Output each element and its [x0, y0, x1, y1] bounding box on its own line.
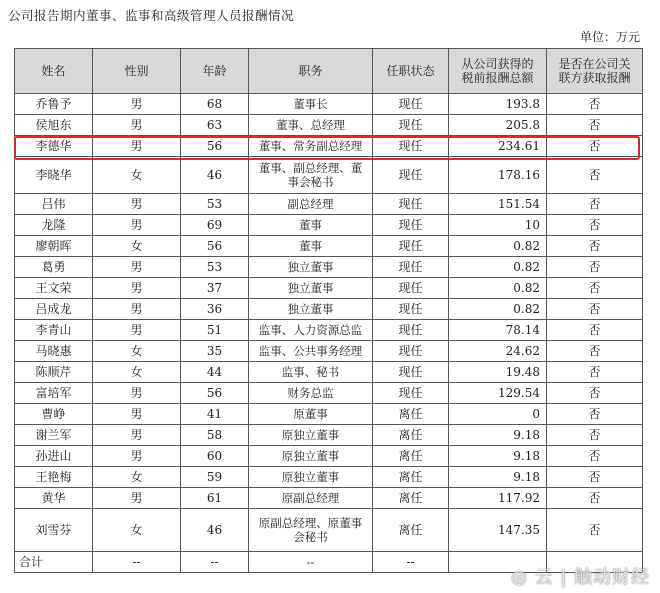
cell-age: 53	[181, 194, 249, 215]
cell-pay: 178.16	[449, 157, 547, 194]
cell-related-pay: 否	[547, 94, 643, 115]
cell-age: 61	[181, 488, 249, 509]
cell-age: --	[181, 552, 249, 573]
cell-name: 王文荣	[15, 278, 93, 299]
cell-pay: 24.62	[449, 341, 547, 362]
cell-status: 离任	[373, 467, 449, 488]
table-row	[15, 299, 643, 320]
cell-related-pay: 否	[547, 488, 643, 509]
table-row	[15, 320, 643, 341]
cell-name: 富培军	[15, 383, 93, 404]
cell-age: 56	[181, 136, 249, 157]
cell-status: 现任	[373, 320, 449, 341]
table-row	[15, 94, 643, 115]
cell-pay: 0	[449, 404, 547, 425]
cell-related-pay: 否	[547, 236, 643, 257]
cell-pay: 0.82	[449, 257, 547, 278]
header-name: 姓名	[15, 49, 93, 94]
cell-position: 监事、秘书	[249, 362, 373, 383]
cell-status: 现任	[373, 341, 449, 362]
cell-pay: 147.35	[449, 509, 547, 552]
cell-pay: 78.14	[449, 320, 547, 341]
cell-age: 36	[181, 299, 249, 320]
cell-pay: 129.54	[449, 383, 547, 404]
cell-age: 59	[181, 467, 249, 488]
cell-name: 龙隆	[15, 215, 93, 236]
cell-age: 58	[181, 425, 249, 446]
cell-related-pay: 否	[547, 341, 643, 362]
cell-pay: 19.48	[449, 362, 547, 383]
cell-position: 董事	[249, 215, 373, 236]
cell-name: 合计	[15, 552, 93, 573]
table-row	[15, 425, 643, 446]
cell-age: 51	[181, 320, 249, 341]
cell-position: 监事、人力资源总监	[249, 320, 373, 341]
cell-pay: 0.82	[449, 278, 547, 299]
cell-related-pay: 否	[547, 215, 643, 236]
cell-related-pay: 否	[547, 425, 643, 446]
cell-related-pay: 否	[547, 362, 643, 383]
table-row	[15, 341, 643, 362]
cell-gender: 男	[93, 446, 181, 467]
cell-related-pay: 否	[547, 157, 643, 194]
cell-related-pay: 否	[547, 320, 643, 341]
header-pay: 从公司获得的 税前报酬总额	[449, 49, 547, 94]
cell-age: 56	[181, 236, 249, 257]
cell-related-pay: 否	[547, 299, 643, 320]
cell-position: 原独立董事	[249, 467, 373, 488]
cell-pay: 10	[449, 215, 547, 236]
cell-name: 廖朝晖	[15, 236, 93, 257]
cell-gender: 女	[93, 362, 181, 383]
header-status: 任职状态	[373, 49, 449, 94]
header-position: 职务	[249, 49, 373, 94]
cell-age: 46	[181, 157, 249, 194]
table-row	[15, 157, 643, 194]
table-row	[15, 404, 643, 425]
table-row	[15, 362, 643, 383]
cell-gender: --	[93, 552, 181, 573]
cell-gender: 女	[93, 157, 181, 194]
cell-status: 离任	[373, 509, 449, 552]
cell-name: 乔鲁予	[15, 94, 93, 115]
cell-pay: 0.82	[449, 236, 547, 257]
cell-related-pay: 否	[547, 509, 643, 552]
cell-status: 离任	[373, 425, 449, 446]
cell-age: 63	[181, 115, 249, 136]
cell-position: 财务总监	[249, 383, 373, 404]
cell-gender: 女	[93, 341, 181, 362]
cell-age: 53	[181, 257, 249, 278]
cell-pay: 234.61	[449, 136, 547, 157]
cell-age: 68	[181, 94, 249, 115]
table-row	[15, 446, 643, 467]
cell-status: 现任	[373, 115, 449, 136]
cell-status: 现任	[373, 299, 449, 320]
cell-pay: 9.18	[449, 446, 547, 467]
cell-position: 董事、副总经理、董 事会秘书	[249, 157, 373, 194]
cell-name: 曹峥	[15, 404, 93, 425]
cell-gender: 男	[93, 299, 181, 320]
cell-position: --	[249, 552, 373, 573]
header-age: 年龄	[181, 49, 249, 94]
table-row	[15, 488, 643, 509]
cell-status: --	[373, 552, 449, 573]
table-row	[15, 509, 643, 552]
header-gender: 性别	[93, 49, 181, 94]
cell-status: 现任	[373, 278, 449, 299]
cell-age: 69	[181, 215, 249, 236]
cell-pay: 117.92	[449, 488, 547, 509]
cell-position: 原副总经理、原董事 会秘书	[249, 509, 373, 552]
cell-related-pay: 否	[547, 383, 643, 404]
cell-position: 原独立董事	[249, 446, 373, 467]
cell-position: 董事	[249, 236, 373, 257]
cell-position: 董事长	[249, 94, 373, 115]
cell-name: 陈顺芹	[15, 362, 93, 383]
cell-name: 谢兰军	[15, 425, 93, 446]
cell-pay: 9.18	[449, 425, 547, 446]
cell-status: 现任	[373, 136, 449, 157]
cell-age: 41	[181, 404, 249, 425]
table-row	[15, 278, 643, 299]
cell-name: 李晓华	[15, 157, 93, 194]
cell-pay: 205.8	[449, 115, 547, 136]
table-row	[15, 115, 643, 136]
cell-position: 独立董事	[249, 278, 373, 299]
cell-gender: 男	[93, 194, 181, 215]
cell-gender: 男	[93, 488, 181, 509]
cell-status: 离任	[373, 446, 449, 467]
cell-gender: 女	[93, 509, 181, 552]
cell-status: 现任	[373, 215, 449, 236]
cell-status: 现任	[373, 257, 449, 278]
cell-gender: 男	[93, 425, 181, 446]
cell-name: 李德华	[15, 136, 93, 157]
cell-pay: 151.54	[449, 194, 547, 215]
cell-pay: 9.18	[449, 467, 547, 488]
table-row	[15, 215, 643, 236]
cell-age: 46	[181, 509, 249, 552]
cell-position: 副总经理	[249, 194, 373, 215]
cell-name: 葛勇	[15, 257, 93, 278]
cell-position: 董事、总经理	[249, 115, 373, 136]
cell-position: 董事、常务副总经理	[249, 136, 373, 157]
cell-related-pay: 否	[547, 194, 643, 215]
cell-related-pay: 否	[547, 467, 643, 488]
cell-gender: 男	[93, 278, 181, 299]
cell-status: 现任	[373, 362, 449, 383]
cell-related-pay: 否	[547, 257, 643, 278]
cell-age: 37	[181, 278, 249, 299]
cell-pay: 193.8	[449, 94, 547, 115]
cell-gender: 男	[93, 94, 181, 115]
cell-gender: 男	[93, 320, 181, 341]
cell-status: 离任	[373, 488, 449, 509]
cell-gender: 男	[93, 115, 181, 136]
cell-gender: 男	[93, 215, 181, 236]
table-row	[15, 136, 643, 157]
cell-related-pay: 否	[547, 446, 643, 467]
cell-name: 刘雪芬	[15, 509, 93, 552]
cell-gender: 男	[93, 136, 181, 157]
cell-pay: 0.82	[449, 299, 547, 320]
cell-position: 原董事	[249, 404, 373, 425]
table-row	[15, 236, 643, 257]
cell-status: 现任	[373, 383, 449, 404]
table-row	[15, 383, 643, 404]
cell-age: 44	[181, 362, 249, 383]
header-related-pay: 是否在公司关 联方获取报酬	[547, 49, 643, 94]
cell-related-pay: 否	[547, 278, 643, 299]
cell-related-pay: 否	[547, 136, 643, 157]
cell-gender: 男	[93, 383, 181, 404]
cell-position: 监事、公共事务经理	[249, 341, 373, 362]
cell-age: 35	[181, 341, 249, 362]
cell-name: 黄华	[15, 488, 93, 509]
cell-name: 孙进山	[15, 446, 93, 467]
cell-position: 原独立董事	[249, 425, 373, 446]
cell-status: 现任	[373, 194, 449, 215]
cell-gender: 女	[93, 467, 181, 488]
table-row	[15, 257, 643, 278]
cell-name: 李青山	[15, 320, 93, 341]
cell-gender: 男	[93, 404, 181, 425]
cell-related-pay: 否	[547, 115, 643, 136]
compensation-table	[14, 48, 643, 573]
cell-position: 独立董事	[249, 257, 373, 278]
unit-label: 单位：万元	[579, 30, 640, 44]
cell-name: 马晓惠	[15, 341, 93, 362]
cell-gender: 男	[93, 257, 181, 278]
cell-name: 王艳梅	[15, 467, 93, 488]
cell-position: 原副总经理	[249, 488, 373, 509]
cell-name: 吕成龙	[15, 299, 93, 320]
table-row	[15, 194, 643, 215]
cell-related-pay: 否	[547, 404, 643, 425]
cell-age: 56	[181, 383, 249, 404]
watermark: ◎ 云 | 触动财经	[511, 567, 650, 588]
cell-name: 吕伟	[15, 194, 93, 215]
table-header-row	[15, 49, 643, 94]
cell-status: 现任	[373, 157, 449, 194]
cell-status: 现任	[373, 94, 449, 115]
cell-name: 侯旭东	[15, 115, 93, 136]
table-row	[15, 467, 643, 488]
cell-position: 独立董事	[249, 299, 373, 320]
cell-age: 60	[181, 446, 249, 467]
cell-status: 现任	[373, 236, 449, 257]
cell-gender: 女	[93, 236, 181, 257]
cell-status: 离任	[373, 404, 449, 425]
page-title: 公司报告期内董事、监事和高级管理人员报酬情况	[8, 8, 295, 23]
